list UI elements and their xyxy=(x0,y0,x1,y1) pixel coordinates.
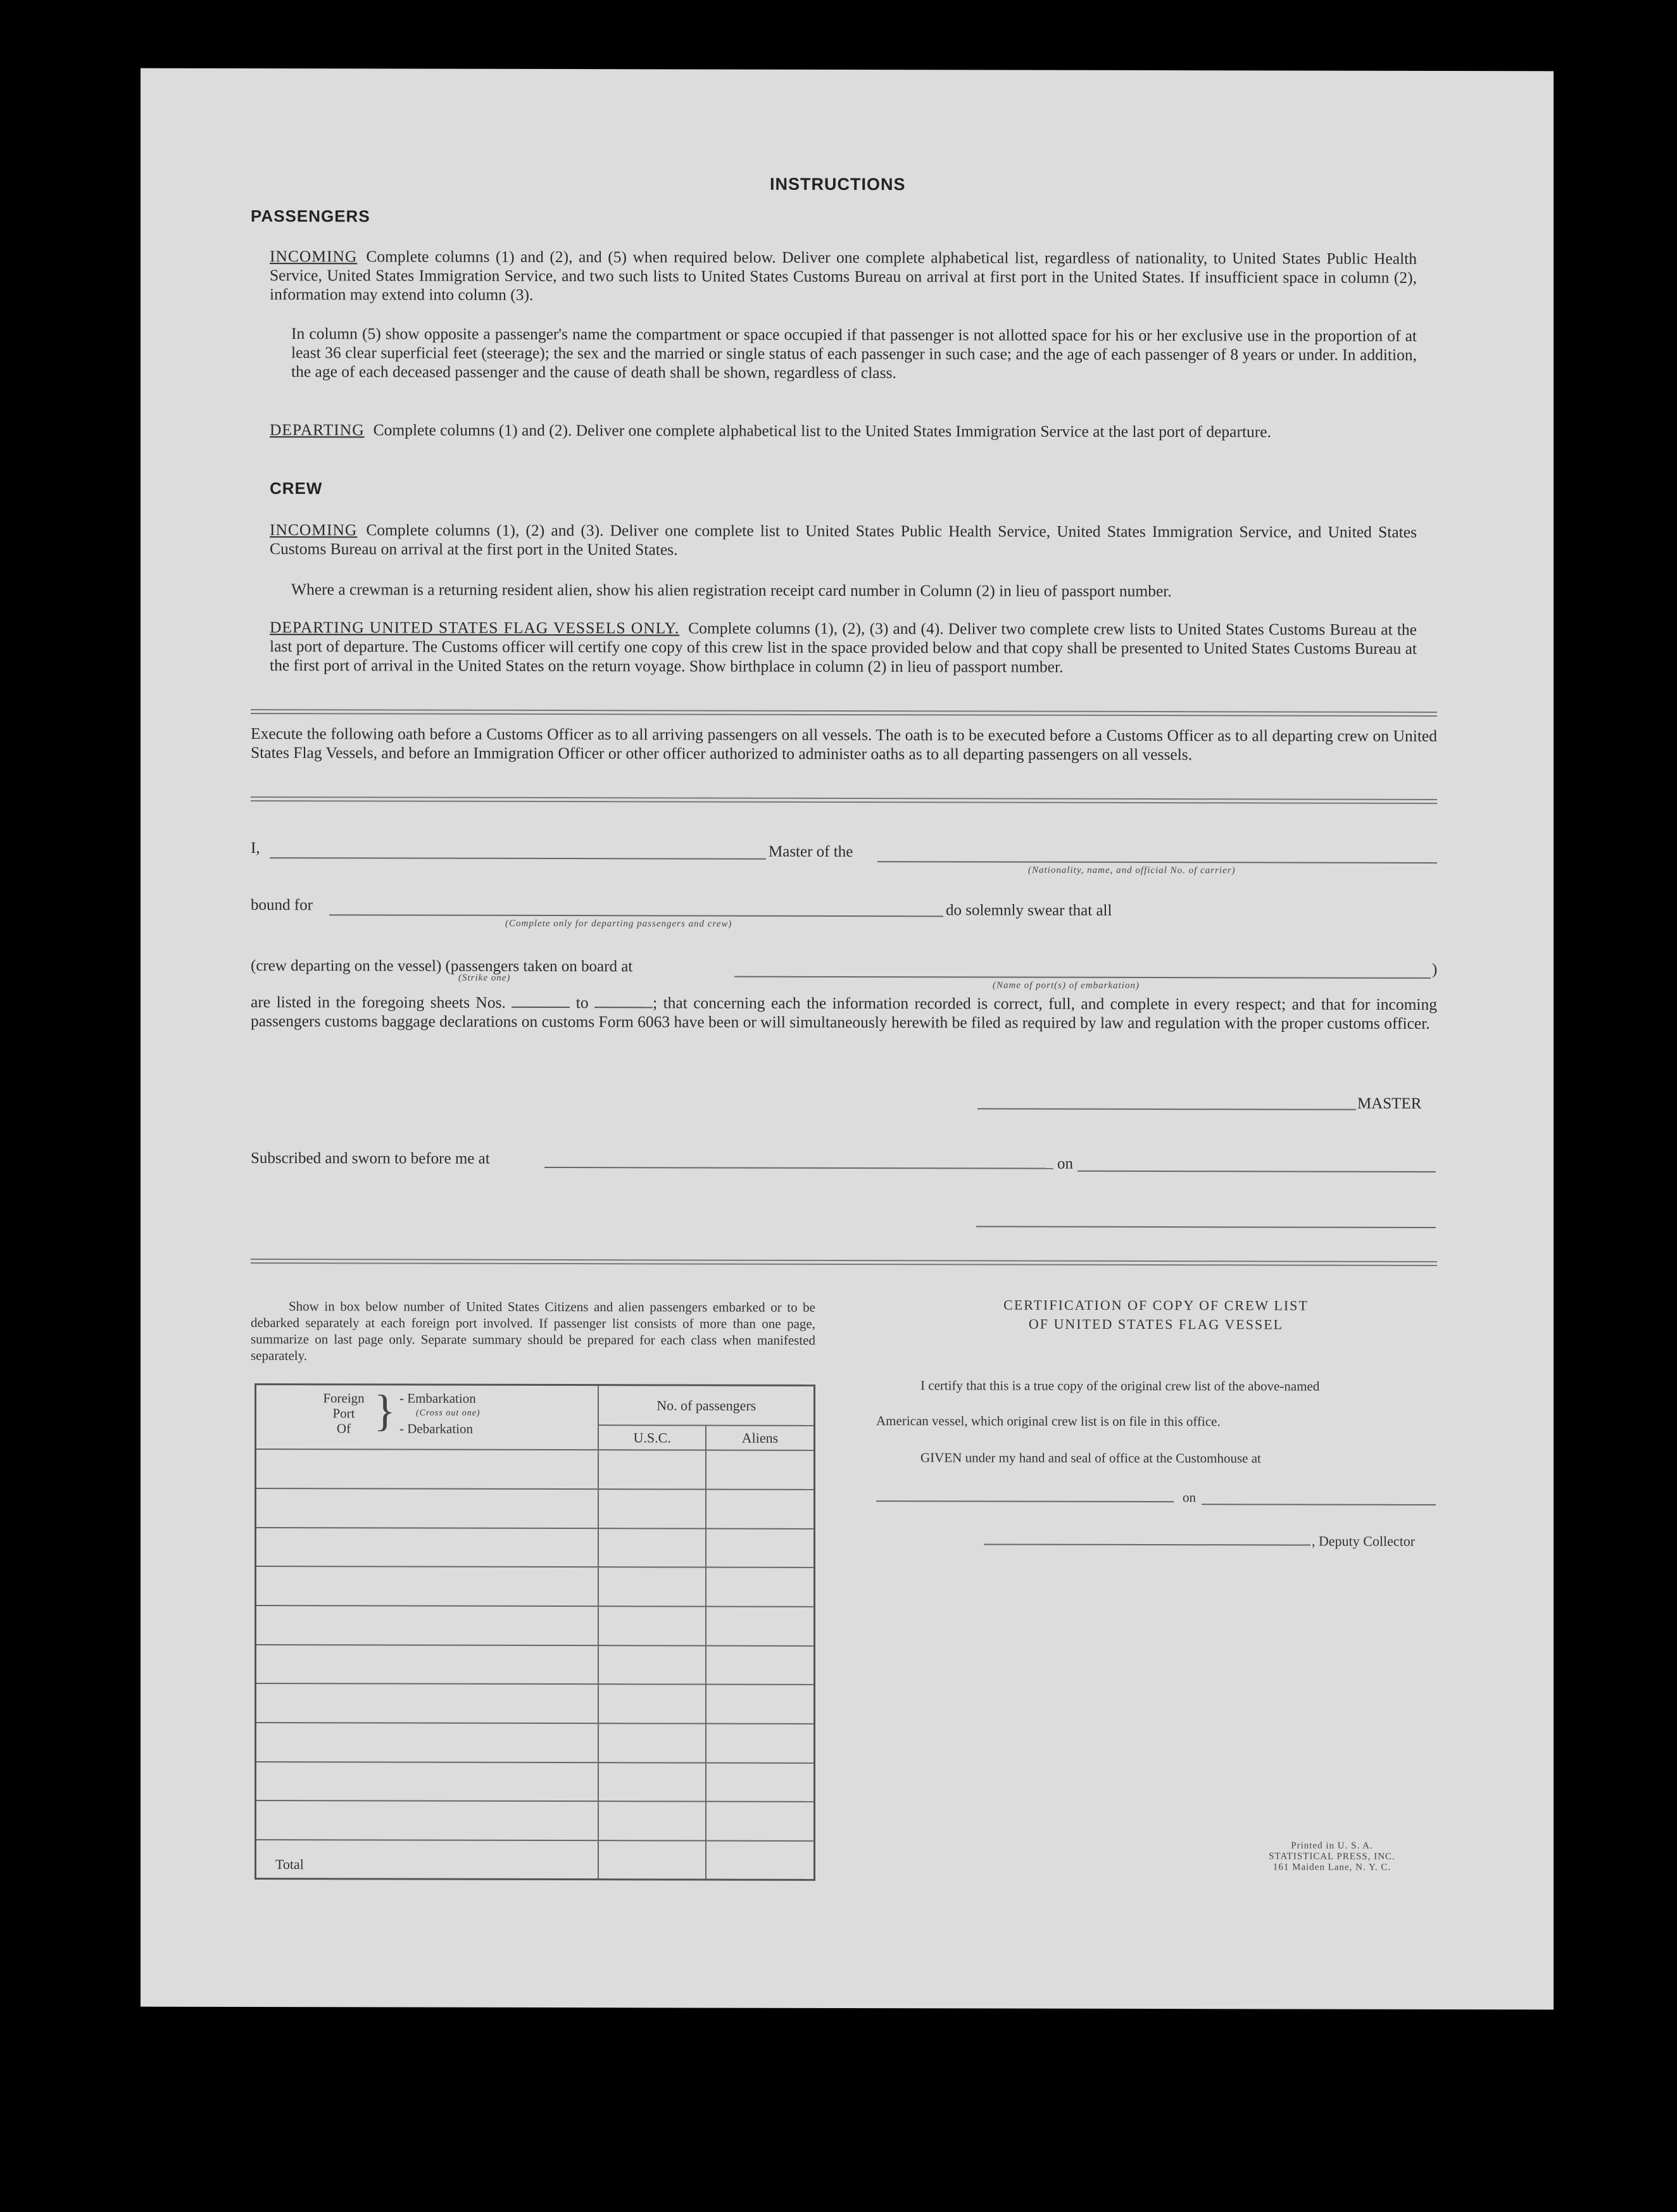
foreign-label: Foreign xyxy=(323,1390,365,1406)
cross-out-caption: (Cross out one) xyxy=(416,1408,480,1418)
sheets-text-b: ; that concerning each the information recorded is correct, full, and complete in every respect; and that for incoming passengers customs baggage declarations on customs Form 6063 have been or will simultaneously herewith be filed as required by law and regulation with the proper customs officer. xyxy=(251,993,1438,1033)
aliens-cell[interactable] xyxy=(706,1528,815,1568)
aliens-cell[interactable] xyxy=(706,1606,815,1645)
master-of-the-label: Master of the xyxy=(769,843,853,861)
port-label: Port xyxy=(332,1405,355,1421)
aliens-header: Aliens xyxy=(706,1426,815,1450)
usc-total-cell[interactable] xyxy=(598,1840,706,1880)
master-name-line[interactable] xyxy=(270,857,766,860)
passenger-summary-table xyxy=(254,1383,815,1881)
passengers-incoming xyxy=(270,247,1417,306)
table-row xyxy=(256,1800,815,1841)
bound-for-line[interactable] xyxy=(329,914,943,917)
carrier-line[interactable] xyxy=(877,861,1437,864)
double-rule xyxy=(251,796,1437,804)
sheets-paragraph xyxy=(251,993,1437,1033)
deputy-collector-label: , Deputy Collector xyxy=(1312,1533,1416,1549)
usc-cell[interactable] xyxy=(598,1801,706,1840)
aliens-cell[interactable] xyxy=(706,1763,815,1802)
brace-icon: } xyxy=(374,1386,396,1436)
certify-line1: I certify that this is a true copy of the original crew list of the above-named xyxy=(920,1378,1320,1394)
close-paren: ) xyxy=(1432,960,1438,978)
total-row xyxy=(256,1840,815,1880)
no-of-passengers-header: No. of passengers xyxy=(598,1385,814,1426)
usc-cell[interactable] xyxy=(598,1567,706,1606)
crew-passengers-label: (crew departing on the vessel) (passengers taken on board at xyxy=(251,957,633,976)
double-rule xyxy=(251,709,1437,717)
crew-departing-label: DEPARTING UNITED STATES FLAG VESSELS ONLY. xyxy=(270,618,680,638)
officer-signature-line[interactable] xyxy=(976,1226,1436,1228)
usc-cell[interactable] xyxy=(598,1723,706,1763)
total-label: Total xyxy=(256,1840,599,1880)
passengers-departing-text: Complete columns (1) and (2). Deliver one complete alphabetical list to the United States Immigration Service at the last port of departure. xyxy=(373,420,1271,441)
of-label: Of xyxy=(336,1421,351,1436)
oath-instruction: Execute the following oath before a Customs Officer as to all arriving passengers on all vessels. The oath is to be executed before a Customs Officer as to all departing crew on United States Flag Vessels, and before an Immigration Officer or other officer authorized to administer oaths as to all departing passengers on all vessels. xyxy=(251,724,1437,764)
subscribed-label: Subscribed and sworn to before me at xyxy=(251,1150,490,1167)
passengers-departing xyxy=(270,420,1417,442)
usc-cell[interactable] xyxy=(598,1684,706,1723)
crew-incoming-label: INCOMING xyxy=(270,520,358,539)
sheet-from-field[interactable] xyxy=(512,1007,570,1008)
carrier-caption: (Nationality, name, and official No. of carrier) xyxy=(1028,865,1236,876)
deputy-signature-line[interactable] xyxy=(984,1543,1310,1545)
certification-title-line1: CERTIFICATION OF COPY OF CREW LIST xyxy=(1003,1297,1309,1314)
aliens-cell[interactable] xyxy=(706,1645,815,1685)
table-row xyxy=(256,1606,815,1646)
passengers-heading: PASSENGERS xyxy=(251,206,370,226)
passengers-incoming-label: INCOMING xyxy=(270,247,358,266)
customhouse-line[interactable] xyxy=(876,1500,1174,1502)
certification-title xyxy=(953,1295,1359,1334)
port-cell[interactable] xyxy=(256,1566,599,1606)
usc-cell[interactable] xyxy=(598,1528,706,1568)
cert-date-line[interactable] xyxy=(1202,1504,1436,1505)
summary-instruction: Show in box below number of United States Citizens and alien passengers embarked or to be debarked separately at each foreign port involved. If passenger list consists of more than one page, summarize on last page only. Separate summary should be prepared for each class when manifested separately. xyxy=(251,1298,815,1364)
cert-on-label: on xyxy=(1183,1490,1196,1505)
oath-i-label: I, xyxy=(251,839,260,857)
aliens-cell[interactable] xyxy=(706,1723,815,1763)
foreign-port-of xyxy=(317,1390,370,1436)
usc-cell[interactable] xyxy=(598,1645,706,1685)
table-header-row xyxy=(256,1385,815,1426)
port-cell[interactable] xyxy=(256,1800,599,1840)
port-cell[interactable] xyxy=(256,1645,599,1685)
passengers-departing-label: DEPARTING xyxy=(270,420,365,439)
column5-paragraph: In column (5) show opposite a passenger's name the compartment or space occupied if that passenger is not allotted space for his or her exclusive use in the proportion of at least 36 clear superficial feet (steerage); the sex and the married or single status of each passenger in such case; and the age of each passenger of 8 years or under. In addition, the age of each deceased passenger and the cause of death shall be shown, regardless of class. xyxy=(291,324,1417,382)
swear-label: do solemnly swear that all xyxy=(946,902,1112,919)
aliens-cell[interactable] xyxy=(706,1802,815,1841)
master-signature-line[interactable] xyxy=(977,1108,1356,1110)
strike-caption: (Strike one) xyxy=(458,972,511,983)
embarkation-label: - Embarkation xyxy=(399,1390,476,1406)
usc-cell[interactable] xyxy=(598,1450,706,1489)
usc-cell[interactable] xyxy=(598,1489,706,1528)
passengers-incoming-text: Complete columns (1) and (2), and (5) when required below. Deliver one complete alphabetical list, regardless of nationality, to United States Public Health Service, United States Immigration Service, and two such lists to United States Customs Bureau on arrival at first port in the United States. If insufficient space in column (2), information may extend into column (3). xyxy=(270,247,1417,304)
sheets-text-a: are listed in the foregoing sheets Nos. xyxy=(251,993,506,1012)
crewman-paragraph: Where a crewman is a returning resident alien, show his alien registration receipt card number in Column (2) in lieu of passport number. xyxy=(291,580,1172,601)
port-cell[interactable] xyxy=(256,1488,599,1528)
page-title: INSTRUCTIONS xyxy=(770,174,906,194)
aliens-cell[interactable] xyxy=(706,1489,815,1528)
crew-incoming xyxy=(270,520,1417,561)
sheets-to-label: to xyxy=(575,993,589,1012)
table-row xyxy=(256,1449,815,1490)
table-row xyxy=(256,1528,815,1568)
port-cell[interactable] xyxy=(256,1606,599,1645)
usc-cell[interactable] xyxy=(598,1763,706,1802)
sworn-date-line[interactable] xyxy=(1077,1171,1436,1172)
usc-header: U.S.C. xyxy=(598,1425,706,1450)
table-row xyxy=(256,1762,815,1802)
port-cell[interactable] xyxy=(256,1449,599,1489)
printer-line2: STATISTICAL PRESS, INC. xyxy=(1269,1851,1395,1862)
aliens-cell[interactable] xyxy=(706,1450,815,1490)
sworn-place-line[interactable] xyxy=(544,1167,1053,1169)
form-sheet xyxy=(141,68,1554,2010)
bound-for-caption: (Complete only for departing passengers and crew) xyxy=(505,918,732,929)
bound-for-label: bound for xyxy=(251,896,313,914)
table-row xyxy=(256,1683,815,1724)
port-cell[interactable] xyxy=(256,1683,599,1723)
aliens-cell[interactable] xyxy=(706,1685,815,1724)
crew-departing xyxy=(270,618,1417,677)
embark-debark-options xyxy=(399,1391,480,1436)
printer-line3: 161 Maiden Lane, N. Y. C. xyxy=(1272,1862,1391,1873)
printer-line1: Printed in U. S. A. xyxy=(1291,1840,1373,1851)
port-header xyxy=(256,1385,599,1450)
crew-incoming-text: Complete columns (1), (2) and (3). Deliver one complete list to United States Public Health Service, United States Immigration Service, and United States Customs Bureau on arrival at the first port in the United States. xyxy=(270,520,1417,559)
crew-heading: CREW xyxy=(270,479,323,498)
usc-cell[interactable] xyxy=(598,1606,706,1645)
port-cell[interactable] xyxy=(256,1528,599,1568)
aliens-total-cell[interactable] xyxy=(706,1840,815,1880)
ports-line[interactable] xyxy=(734,976,1431,979)
printer-imprint xyxy=(1237,1840,1427,1873)
certification-title-line2: OF UNITED STATES FLAG VESSEL xyxy=(1028,1316,1284,1333)
port-cell[interactable] xyxy=(256,1723,599,1763)
certify-line2: American vessel, which original crew list is on file in this office. xyxy=(876,1413,1221,1430)
table-row xyxy=(256,1723,815,1763)
aliens-cell[interactable] xyxy=(706,1568,815,1607)
table-row xyxy=(256,1488,815,1529)
master-label: MASTER xyxy=(1357,1095,1422,1112)
port-cell[interactable] xyxy=(256,1762,599,1802)
certify-line3: GIVEN under my hand and seal of office at the Customhouse at xyxy=(920,1450,1261,1466)
crew-departing-text: Complete columns (1), (2), (3) and (4). Deliver two complete crew lists to United States Customs Bureau at the last port of departure. The Customs officer will certify one copy of this crew list in the space provided below and that copy shall be presented to United States Customs Bureau at the first port of arrival in the United States on the return voyage. Show birthplace in column (2) in lieu of passport number. xyxy=(270,619,1417,676)
ports-caption: (Name of port(s) of embarkation) xyxy=(993,980,1140,991)
table-row xyxy=(256,1566,815,1607)
table-row xyxy=(256,1645,815,1685)
debarkation-label: - Debarkation xyxy=(399,1421,474,1436)
on-label: on xyxy=(1057,1155,1073,1172)
double-rule xyxy=(251,1259,1437,1266)
sheet-to-field[interactable] xyxy=(594,1007,653,1008)
